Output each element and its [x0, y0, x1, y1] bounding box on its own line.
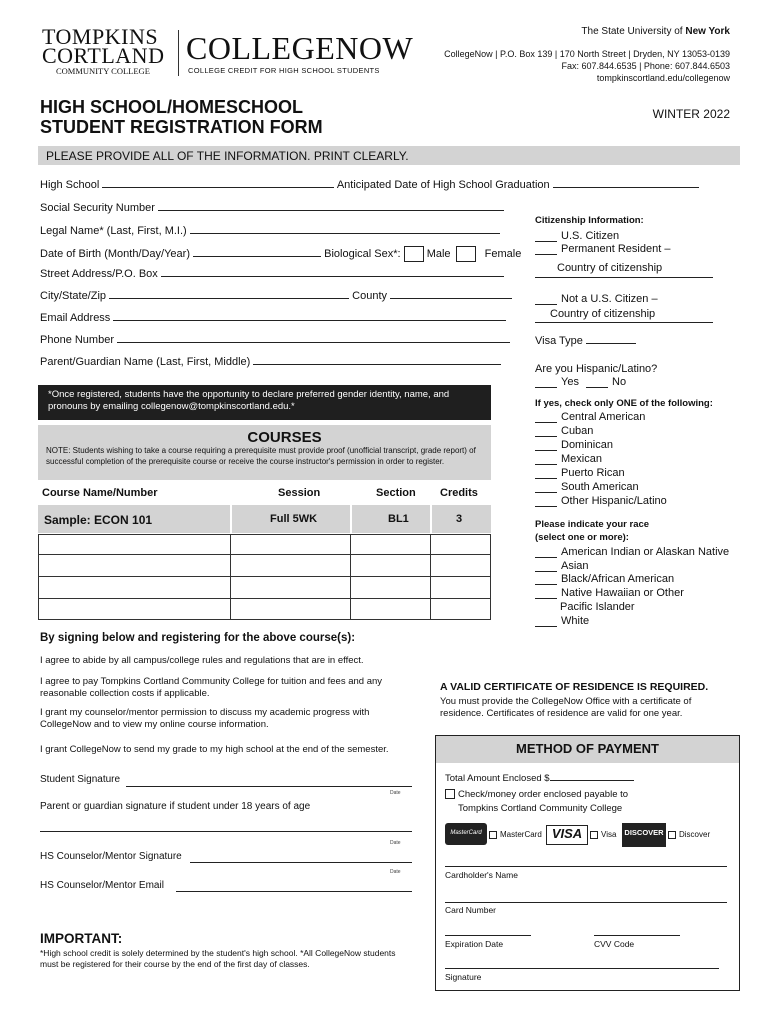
discover-checkbox[interactable] [668, 831, 676, 839]
permanent-resident-option[interactable] [535, 243, 670, 255]
payment-signature-label: Signature [445, 972, 482, 982]
courses-note: NOTE: Students wishing to take a course requiring a prerequisite must provide proof (unofficial transcript, grade report) of successful completion of the prerequisite course or receive the course instructor's permission in order to register. [46, 446, 476, 466]
sample-session: Full 5WK [270, 513, 318, 525]
total-row [445, 773, 634, 784]
mastercard-label: MasterCard [500, 830, 542, 839]
us-citizen-label: U.S. Citizen [561, 230, 620, 242]
date-label: Date [390, 790, 401, 796]
date-label: Date [390, 840, 401, 846]
card-number-line[interactable] [445, 902, 727, 903]
race-option[interactable] [535, 546, 729, 558]
parent-sig-line[interactable] [40, 831, 412, 832]
check-label-2: Tompkins Cortland Community College [458, 803, 623, 814]
table-row[interactable] [38, 555, 491, 577]
mastercard-logo [445, 823, 487, 845]
gender-note-text: *Once registered, students have the opportunity to declare preferred gender identity, name, and pronouns by emailing collegenow@tompkinscortland.edu.* [48, 389, 450, 412]
grid-v3 [430, 534, 431, 620]
hispanic-no-label: No [612, 376, 627, 388]
email-label: Email Address [40, 312, 111, 324]
signing-p2: I agree to pay Tompkins Cortland Community College for tuition and fees and any reasonable collection costs if applicable. [40, 676, 383, 699]
mastercard-option[interactable] [489, 830, 542, 839]
pr-country-field[interactable] [535, 277, 713, 278]
check-option[interactable] [445, 789, 628, 800]
hispanic-option-label: Other Hispanic/Latino [561, 495, 667, 507]
suny-line [581, 26, 730, 37]
county-field[interactable] [390, 298, 512, 299]
hispanic-option[interactable] [535, 425, 593, 437]
check-checkbox[interactable] [445, 789, 455, 799]
email-field[interactable] [113, 320, 506, 321]
form-title-line1: HIGH SCHOOL/HOMESCHOOL [40, 97, 304, 117]
legal-name-label: Legal Name* (Last, First, M.I.) [40, 225, 187, 237]
counselor-email-label: HS Counselor/Mentor Email [40, 880, 164, 891]
expiration-line[interactable] [445, 935, 531, 936]
payment-header [436, 736, 739, 763]
counselor-email-line[interactable] [176, 891, 412, 892]
parent-row [40, 356, 501, 368]
male-checkbox[interactable] [404, 246, 424, 262]
visa-type-field[interactable] [586, 343, 636, 344]
street-field[interactable] [161, 276, 504, 277]
race-option[interactable] [535, 615, 589, 627]
race-option-label: Native Hawaiian or Other [561, 587, 684, 599]
residence-heading: A VALID CERTIFICATE OF RESIDENCE IS REQUIRED. [440, 681, 709, 693]
phone-field[interactable] [117, 342, 510, 343]
race-option-label: Asian [561, 560, 589, 572]
dob-field[interactable] [193, 256, 321, 257]
hispanic-yes-label: Yes [561, 376, 579, 388]
collegenow-logo: COLLEGENOW [186, 30, 414, 66]
total-label: Total Amount Enclosed $ [445, 773, 550, 784]
dob-row [40, 246, 521, 262]
form-title-line2: STUDENT REGISTRATION FORM [40, 117, 323, 137]
discover-logo [622, 823, 666, 847]
hispanic-yes-no [535, 376, 626, 388]
race-option[interactable] [535, 573, 674, 585]
total-field[interactable] [550, 780, 634, 781]
male-label: Male [426, 247, 451, 260]
header-phone: Fax: 607.844.6535 | Phone: 607.844.6503 [561, 61, 730, 71]
race-option[interactable] [535, 560, 589, 572]
parent-label: Parent/Guardian Name (Last, First, Middle) [40, 356, 251, 368]
discover-logo-text: DISCOVER [624, 828, 664, 837]
not-us-label: Not a U.S. Citizen – [561, 293, 658, 305]
race-option-label: Black/African American [561, 573, 675, 585]
gender-note [38, 385, 491, 420]
table-row[interactable] [38, 534, 491, 555]
date-label: Date [390, 869, 401, 875]
parent-sig-label: Parent or guardian signature if student under 18 years of age [40, 801, 311, 812]
cardholder-label: Cardholder's Name [445, 870, 518, 880]
visa-type-label: Visa Type [535, 335, 583, 347]
table-row[interactable] [38, 599, 491, 620]
grad-date-field[interactable] [553, 187, 699, 188]
county-label: County [352, 290, 388, 302]
hispanic-option[interactable] [535, 495, 667, 507]
important-heading: IMPORTANT: [40, 931, 123, 946]
race-option-label: American Indian or Alaskan Native [561, 546, 730, 558]
signing-heading: By signing below and registering for the above course(s): [40, 632, 356, 644]
courses-table [38, 505, 491, 620]
signing-p3: I grant my counselor/mentor permission to discuss my academic progress with CollegeNow and to view my online course information. [40, 707, 370, 730]
hispanic-question: Are you Hispanic/Latino? [535, 363, 658, 375]
tc-logo-line1: TOMPKINS [42, 24, 159, 49]
visa-type-row [535, 335, 636, 347]
cvv-label: CVV Code [594, 939, 635, 949]
sample-row [38, 505, 491, 533]
visa-logo-text: VISA [551, 826, 583, 841]
high-school-row [40, 179, 699, 191]
pr-label: Permanent Resident – [561, 243, 671, 255]
mastercard-logo-text: MasterCard [450, 830, 482, 836]
race-instruction-2: (select one or more): [535, 532, 629, 543]
email-row [40, 312, 506, 324]
table-row[interactable] [38, 577, 491, 599]
col-credits: Credits [440, 487, 478, 499]
important-text: *High school credit is solely determined by the student's high school. *All CollegeNow students must be registered for their course by the end of the first day of classes. [40, 948, 396, 969]
hispanic-option-label: Puerto Rican [561, 467, 625, 479]
grad-date-label: Anticipated Date of High School Graduation [336, 179, 550, 191]
cvv-line[interactable] [594, 935, 680, 936]
mastercard-checkbox[interactable] [489, 831, 497, 839]
visa-label: Visa [601, 830, 617, 839]
phone-label: Phone Number [40, 334, 114, 346]
suny-bold: New York [685, 26, 730, 37]
phone-row [40, 334, 510, 346]
col-course: Course Name/Number [42, 487, 158, 499]
sample-section: BL1 [388, 513, 409, 525]
street-label: Street Address/P.O. Box [40, 268, 158, 280]
payment-signature-line[interactable] [445, 968, 719, 969]
race-instruction-1: Please indicate your race [535, 519, 650, 530]
not-us-country-label: Country of citizenship [550, 308, 656, 320]
race-option-cont: Pacific Islander [560, 601, 635, 613]
payment-box [435, 735, 740, 991]
col-session: Session [278, 487, 321, 499]
sample-credits: 3 [456, 513, 463, 525]
student-sig-line[interactable] [126, 786, 412, 787]
counselor-sig-label: HS Counselor/Mentor Signature [40, 851, 182, 862]
hispanic-option[interactable] [535, 481, 639, 493]
visa-checkbox[interactable] [590, 831, 598, 839]
high-school-field[interactable] [102, 187, 334, 188]
race-option[interactable] [535, 587, 684, 599]
not-us-country-field[interactable] [535, 322, 713, 323]
discover-option[interactable] [668, 830, 710, 839]
header-url: tompkinscortland.edu/collegenow [596, 73, 730, 83]
collegenow-tagline: COLLEGE CREDIT FOR HIGH SCHOOL STUDENTS [188, 66, 380, 75]
us-citizen-option[interactable] [535, 230, 619, 242]
instructions-banner [38, 146, 740, 165]
tc-logo [42, 24, 172, 76]
banner-text: PLEASE PROVIDE ALL OF THE INFORMATION. PRINT CLEARLY. [46, 149, 409, 163]
courses-heading: COURSES [247, 429, 322, 446]
term-label: WINTER 2022 [652, 107, 730, 121]
hispanic-option[interactable] [535, 439, 613, 451]
citizenship-heading: Citizenship Information: [535, 215, 644, 226]
header-address: CollegeNow | P.O. Box 139 | 170 North Street | Dryden, NY 13053-0139 [444, 49, 730, 59]
visa-logo [546, 825, 588, 845]
ssn-field[interactable] [158, 210, 504, 211]
expiration-label: Expiration Date [445, 939, 504, 949]
legal-name-row [40, 225, 500, 237]
ssn-row [40, 202, 504, 214]
suny-prefix: The State University of [581, 26, 686, 37]
street-row [40, 268, 504, 280]
signing-p4: I grant CollegeNow to send my grade to my high school at the end of the semester. [40, 744, 389, 755]
discover-label: Discover [679, 830, 711, 839]
city-label: City/State/Zip [40, 290, 107, 302]
sample-course: Sample: ECON 101 [44, 513, 153, 527]
hispanic-yes-blank[interactable] [535, 387, 557, 388]
pr-country-label: Country of citizenship [557, 262, 663, 274]
signing-p1: I agree to abide by all campus/college rules and regulations that are in effect. [40, 655, 364, 666]
city-field[interactable] [109, 298, 349, 299]
hispanic-instruction: If yes, check only ONE of the following: [535, 398, 713, 409]
bio-sex-label: Biological Sex*: [324, 247, 401, 260]
tc-logo-line3: COMMUNITY COLLEGE [56, 66, 150, 76]
parent-field[interactable] [253, 364, 501, 365]
hispanic-option-label: South American [561, 481, 639, 493]
grid-v1 [230, 534, 231, 620]
hispanic-option-label: Mexican [561, 453, 602, 465]
check-label-1: Check/money order enclosed payable to [458, 789, 629, 800]
hispanic-option[interactable] [535, 467, 625, 479]
city-row [40, 290, 512, 302]
ssn-label: Social Security Number [40, 202, 155, 214]
hispanic-option-label: Dominican [561, 439, 613, 451]
residence-text: You must provide the CollegeNow Office with a certificate of residence. Certificates of residence are valid for one year. [440, 696, 692, 719]
card-number-label: Card Number [445, 905, 497, 915]
hispanic-option[interactable] [535, 453, 602, 465]
hispanic-option-label: Cuban [561, 425, 594, 437]
logo-divider [178, 30, 179, 76]
cardholder-line[interactable] [445, 866, 727, 867]
tc-logo-line2: CORTLAND [42, 43, 165, 68]
visa-option[interactable] [590, 830, 616, 839]
student-sig-label: Student Signature [40, 774, 121, 785]
female-label: Female [484, 247, 522, 260]
hispanic-option[interactable] [535, 411, 645, 423]
not-citizen-option[interactable] [535, 293, 658, 305]
col-section: Section [376, 487, 416, 499]
legal-name-field[interactable] [190, 233, 500, 234]
female-checkbox[interactable] [456, 246, 476, 262]
courses-box [38, 425, 491, 480]
grid-v2 [350, 534, 351, 620]
hispanic-option-label: Central American [561, 411, 646, 423]
payment-heading: METHOD OF PAYMENT [515, 741, 659, 756]
dob-label: Date of Birth (Month/Day/Year) [40, 247, 190, 260]
hispanic-no-blank[interactable] [586, 387, 608, 388]
high-school-label: High School [40, 179, 100, 191]
race-option-label: White [561, 615, 590, 627]
counselor-sig-line[interactable] [190, 862, 412, 863]
